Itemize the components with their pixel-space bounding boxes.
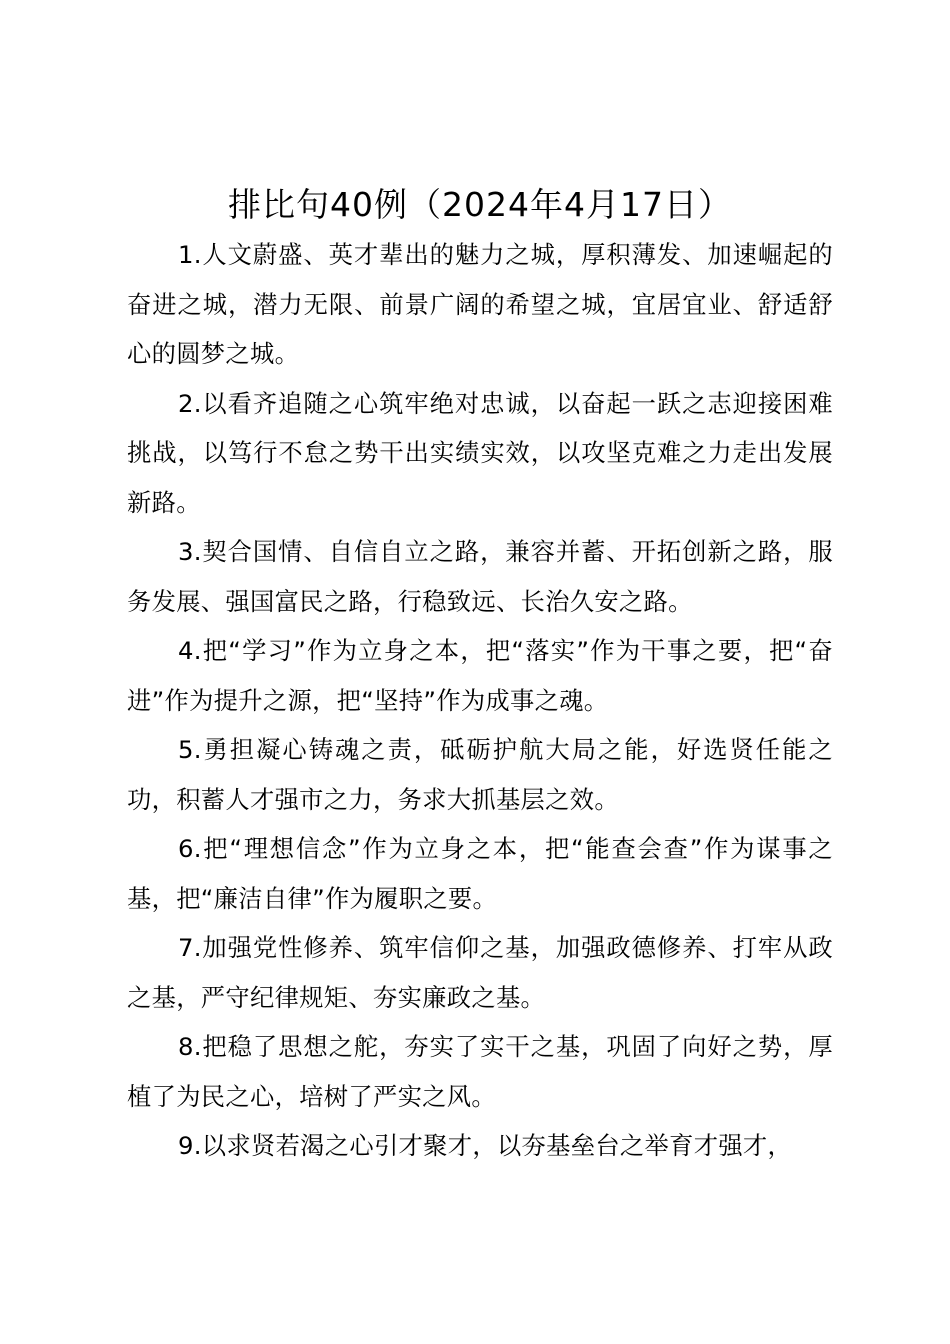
paragraph-5: 5.勇担凝心铸魂之责，砥砺护航大局之能，好选贤任能之功，积蓄人才强市之力，务求大抓基层之效。 (127, 735, 833, 814)
paragraph-4: 4.把“学习”作为立身之本，把“落实”作为干事之要，把“奋进”作为提升之源，把“坚持”作为成事之魂。 (127, 636, 833, 715)
paragraph-7: 7.加强党性修养、筑牢信仰之基，加强政德修养、打牢从政之基，严守纪律规矩、夯实廉政之基。 (127, 933, 833, 1012)
paragraph-8: 8.把稳了思想之舵，夯实了实干之基，巩固了向好之势，厚植了为民之心，培树了严实之风。 (127, 1032, 833, 1111)
paragraph-6: 6.把“理想信念”作为立身之本，把“能查会查”作为谋事之基，把“廉洁自律”作为履职之要。 (127, 834, 833, 913)
paragraph-3: 3.契合国情、自信自立之路，兼容并蓄、开拓创新之路，服务发展、强国富民之路，行稳致远、长治久安之路。 (127, 537, 833, 616)
paragraph-2: 2.以看齐追随之心筑牢绝对忠诚，以奋起一跃之志迎接困难挑战，以笃行不怠之势干出实绩实效，以攻坚克难之力走出发展新路。 (127, 388, 833, 517)
paragraph-9: 9.以求贤若渴之心引才聚才，以夯基垒台之举育才强才， (178, 1131, 793, 1160)
document-title: 排比句40例（2024年4月17日） (228, 185, 732, 224)
document-body (127, 230, 833, 1171)
paragraph-1: 1.人文蔚盛、英才辈出的魅力之城，厚积薄发、加速崛起的奋进之城，潜力无限、前景广阔的希望之城，宜居宜业、舒适舒心的圆梦之城。 (127, 240, 833, 368)
